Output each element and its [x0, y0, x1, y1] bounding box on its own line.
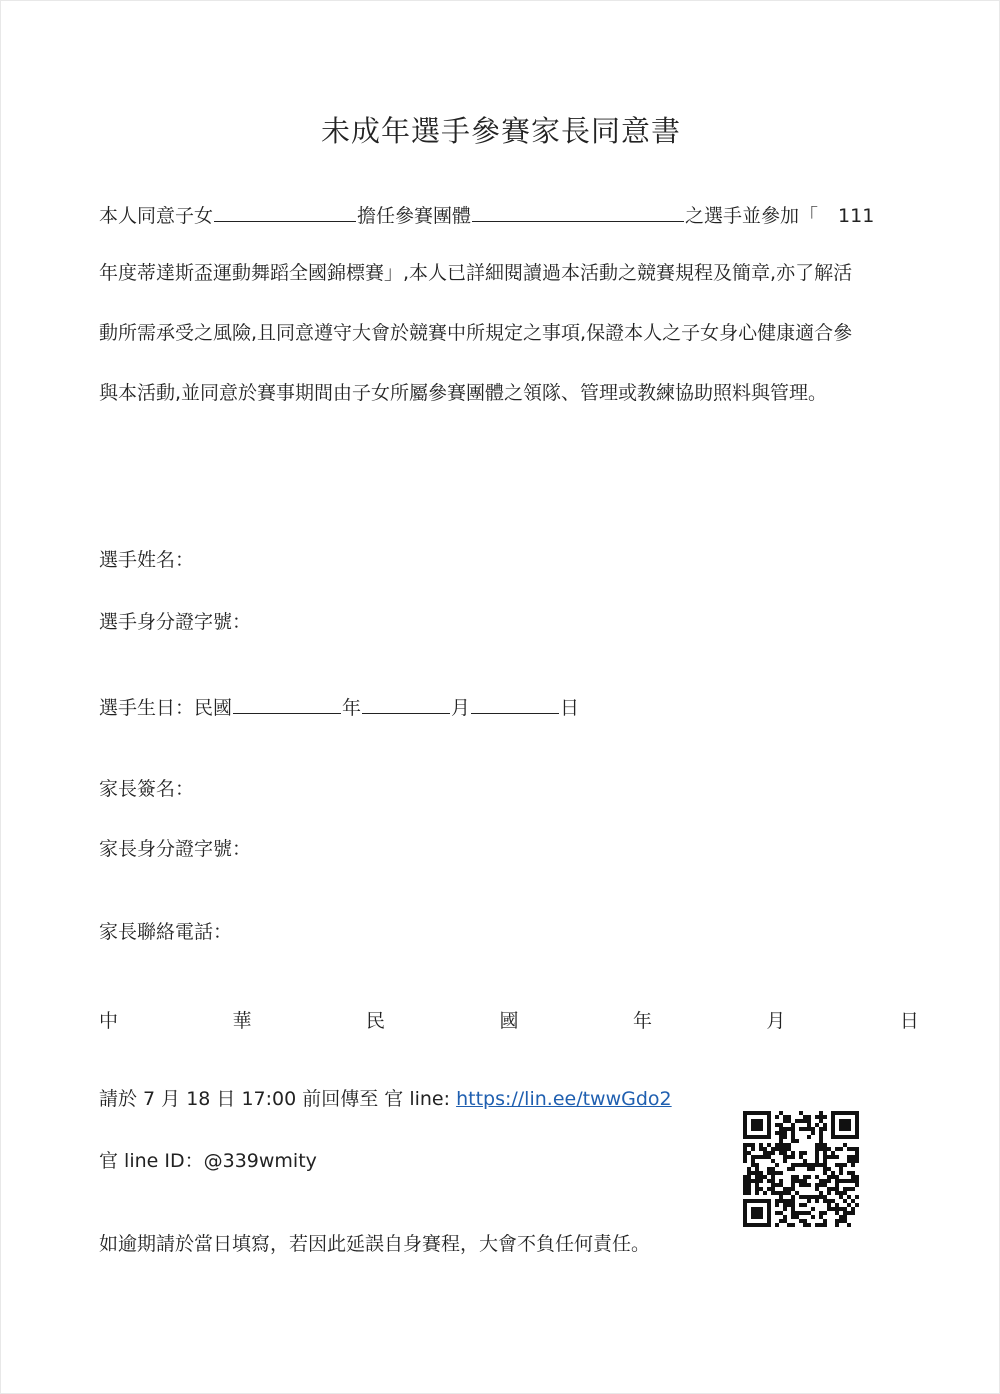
team-name-blank[interactable] — [472, 204, 684, 222]
year-number: 111 — [838, 205, 875, 227]
paragraph-line-4: 與本活動,並同意於賽事期間由子女所屬參賽團體之領隊、管理或教練協助照料與管理。 — [99, 382, 828, 404]
month-label: 月 — [451, 697, 471, 719]
line-official-link[interactable]: https://lin.ee/twwGdo2 — [456, 1088, 672, 1110]
paragraph-line-3: 動所需承受之風險,且同意遵守大會於競賽中所規定之事項,保證本人之子女身心健康適合參 — [99, 322, 853, 344]
line-id-text: 官 line ID：@339wmity — [99, 1150, 317, 1172]
date-char: 華 — [232, 1010, 252, 1032]
player-id-label: 選手身分證字號： — [99, 611, 252, 633]
signature-date-row — [99, 1006, 919, 1033]
date-char: 月 — [766, 1010, 786, 1032]
player-name-label: 選手姓名： — [99, 549, 195, 571]
date-char: 年 — [632, 1010, 652, 1032]
date-char: 日 — [899, 1010, 919, 1032]
paragraph-line-1 — [99, 204, 874, 226]
parent-id-label: 家長身分證字號： — [99, 838, 252, 860]
player-birthday-row — [99, 696, 579, 718]
deadline-text: 請於 7 月 18 日 17:00 前回傳至 官 line: — [99, 1088, 457, 1110]
qr-code-image — [743, 1111, 859, 1227]
paragraph-line-2: 年度蒂達斯盃運動舞蹈全國錦標賽」,本人已詳細閱讀過本活動之競賽規程及簡章,亦了解活 — [99, 262, 853, 284]
consent-text-a: 本人同意子女 — [99, 205, 214, 227]
year-label: 年 — [342, 697, 362, 719]
parent-phone-label: 家長聯絡電話： — [99, 921, 233, 943]
consent-text-b: 擔任參賽團體 — [357, 205, 472, 227]
parent-sign-label: 家長簽名： — [99, 778, 195, 800]
document-title: 未成年選手參賽家長同意書 — [320, 114, 681, 148]
date-char: 中 — [99, 1010, 119, 1032]
birthday-prefix: 選手生日：民國 — [99, 697, 233, 719]
deadline-line — [99, 1090, 672, 1109]
birth-year-blank[interactable] — [233, 696, 341, 714]
notice-text: 如逾期請於當日填寫，若因此延誤自身賽程，大會不負任何責任。 — [99, 1233, 651, 1255]
birth-month-blank[interactable] — [362, 696, 450, 714]
child-name-blank[interactable] — [214, 204, 356, 222]
consent-text-c: 之選手並參加「 — [685, 205, 819, 227]
birth-day-blank[interactable] — [471, 696, 559, 714]
date-char: 民 — [365, 1010, 385, 1032]
date-char: 國 — [499, 1010, 519, 1032]
day-label: 日 — [560, 697, 580, 719]
